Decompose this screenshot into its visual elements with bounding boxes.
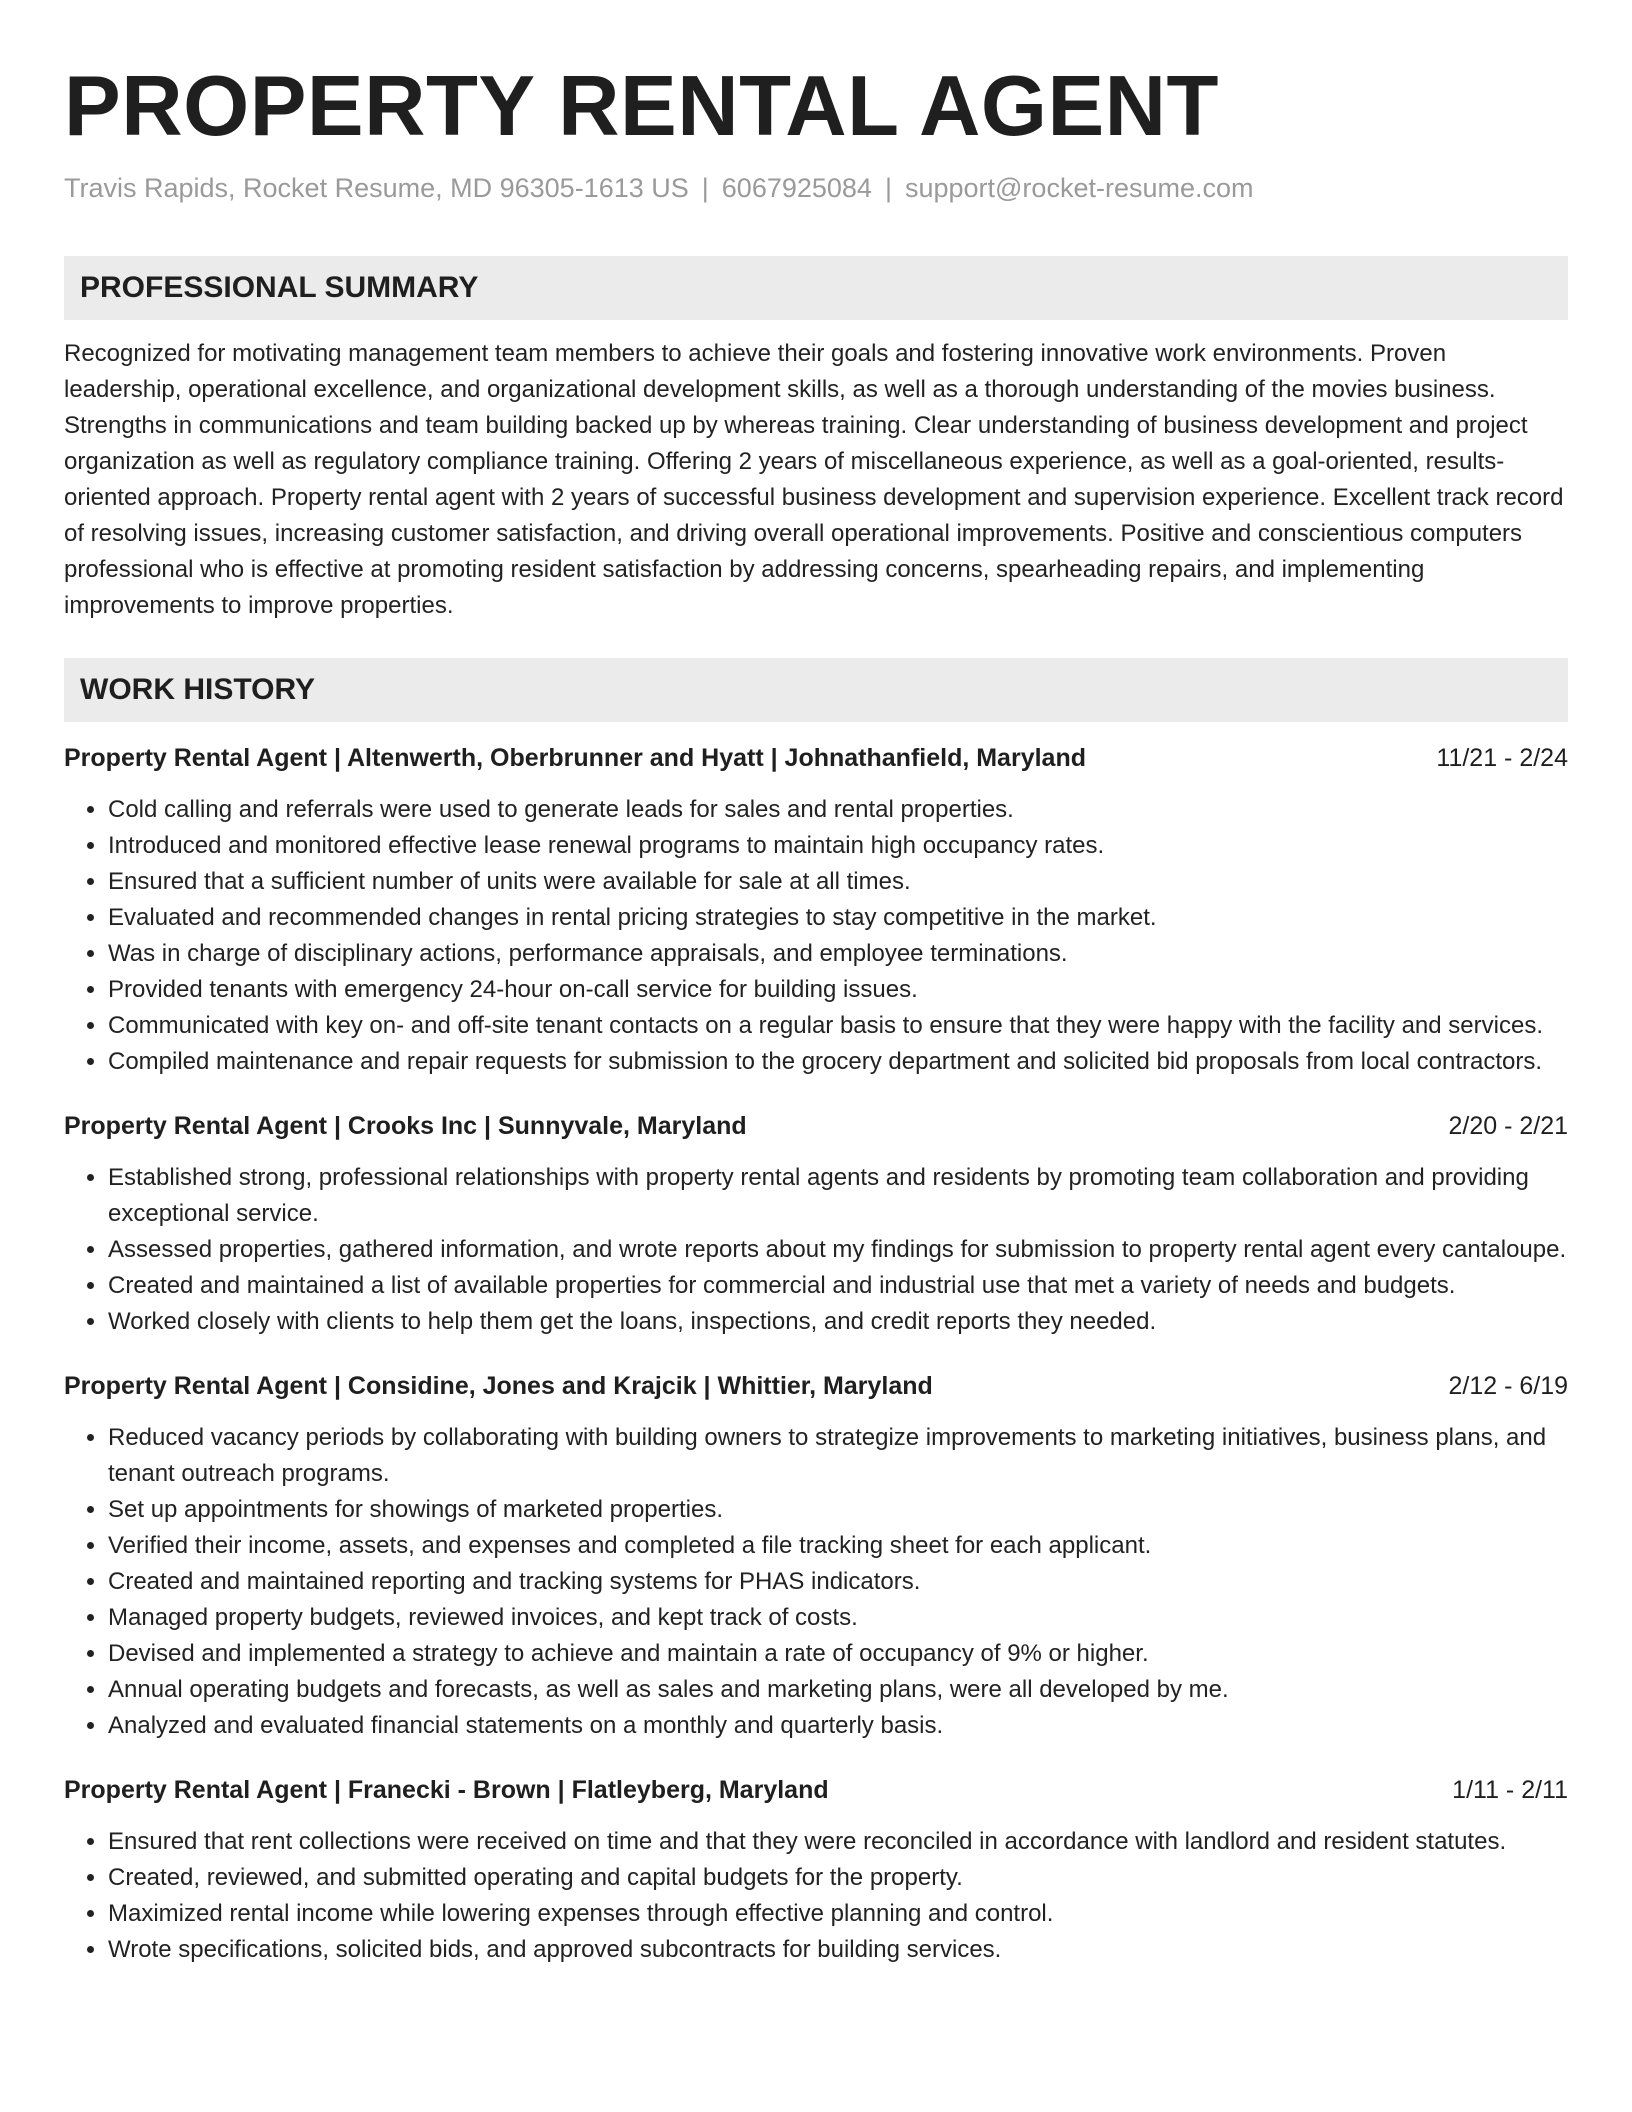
job-bullet: • Reduced vacancy periods by collaborating with building owners to strategize improvements to marketing initiatives, business plans, and tenant outreach programs. bbox=[108, 1420, 1568, 1492]
job-entry bbox=[64, 1772, 1568, 1968]
job-entry bbox=[64, 740, 1568, 1080]
job-bullet: • Devised and implemented a strategy to achieve and maintain a rate of occupancy of 9% or higher. bbox=[108, 1636, 1568, 1672]
job-dates: 1/11 - 2/11 bbox=[1452, 1776, 1568, 1804]
job-bullets bbox=[64, 1824, 1568, 1968]
job-bullet: • Worked closely with clients to help them get the loans, inspections, and credit reports they needed. bbox=[108, 1304, 1568, 1340]
job-heading: Property Rental Agent | Altenwerth, Oberbrunner and Hyatt | Johnathanfield, Maryland bbox=[64, 744, 1086, 772]
job-bullet: • Was in charge of disciplinary actions, performance appraisals, and employee terminations. bbox=[108, 936, 1568, 972]
job-bullets bbox=[64, 1160, 1568, 1340]
job-bullet: • Annual operating budgets and forecasts, as well as sales and marketing plans, were all developed by me. bbox=[108, 1672, 1568, 1708]
job-bullet: • Communicated with key on- and off-site tenant contacts on a regular basis to ensure that they were happy with the facility and services. bbox=[108, 1008, 1568, 1044]
job-bullet: • Set up appointments for showings of marketed properties. bbox=[108, 1492, 1568, 1528]
job-bullet: • Compiled maintenance and repair requests for submission to the grocery department and solicited bid proposals from local contractors. bbox=[108, 1044, 1568, 1080]
contact-separator: | bbox=[701, 173, 709, 203]
resume-title: PROPERTY RENTAL AGENT bbox=[64, 59, 1219, 154]
job-entry bbox=[64, 1368, 1568, 1744]
job-bullet: • Created and maintained a list of available properties for commercial and industrial use that met a variety of needs and budgets. bbox=[108, 1268, 1568, 1304]
job-bullet: • Evaluated and recommended changes in rental pricing strategies to stay competitive in the market. bbox=[108, 900, 1568, 936]
job-bullet: • Maximized rental income while lowering expenses through effective planning and control. bbox=[108, 1896, 1568, 1932]
job-bullet: • Introduced and monitored effective lease renewal programs to maintain high occupancy rates. bbox=[108, 828, 1568, 864]
job-bullet: • Established strong, professional relationships with property rental agents and residents by promoting team collaboration and providing exceptional service. bbox=[108, 1160, 1568, 1232]
job-dates: 11/21 - 2/24 bbox=[1436, 744, 1568, 772]
job-bullets bbox=[64, 1420, 1568, 1744]
job-bullet: • Created, reviewed, and submitted operating and capital budgets for the property. bbox=[108, 1860, 1568, 1896]
contact-line bbox=[64, 170, 1568, 206]
job-bullets bbox=[64, 792, 1568, 1080]
job-bullet: • Created and maintained reporting and tracking systems for PHAS indicators. bbox=[108, 1564, 1568, 1600]
contact-separator: | bbox=[884, 173, 892, 203]
work-section-header bbox=[64, 658, 1568, 722]
job-bullet: • Assessed properties, gathered information, and wrote reports about my findings for submission to property rental agent every cantaloupe. bbox=[108, 1232, 1568, 1268]
job-header bbox=[64, 1368, 1568, 1404]
job-header bbox=[64, 1108, 1568, 1144]
summary-section-title: PROFESSIONAL SUMMARY bbox=[80, 271, 479, 304]
job-bullet: • Ensured that a sufficient number of units were available for sale at all times. bbox=[108, 864, 1568, 900]
contact-phone: 6067925084 bbox=[721, 173, 872, 203]
job-entry bbox=[64, 1108, 1568, 1340]
work-section-title: WORK HISTORY bbox=[80, 673, 316, 706]
job-bullet: • Ensured that rent collections were received on time and that they were reconciled in accordance with landlord and resident statutes. bbox=[108, 1824, 1568, 1860]
job-header bbox=[64, 740, 1568, 776]
contact-address: Travis Rapids, Rocket Resume, MD 96305-1613 US bbox=[64, 173, 689, 203]
job-dates: 2/12 - 6/19 bbox=[1448, 1372, 1568, 1400]
job-dates: 2/20 - 2/21 bbox=[1448, 1112, 1568, 1140]
job-heading: Property Rental Agent | Considine, Jones and Krajcik | Whittier, Maryland bbox=[64, 1372, 933, 1400]
job-bullet: • Wrote specifications, solicited bids, and approved subcontracts for building services. bbox=[108, 1932, 1568, 1968]
job-heading: Property Rental Agent | Crooks Inc | Sunnyvale, Maryland bbox=[64, 1112, 747, 1140]
job-header bbox=[64, 1772, 1568, 1808]
job-bullet: • Managed property budgets, reviewed invoices, and kept track of costs. bbox=[108, 1600, 1568, 1636]
summary-text: Recognized for motivating management team members to achieve their goals and fostering innovative work environments. Proven leadership, operational excellence, and organizational development skills, as well as a thorough understanding of the movies business. Strengths in communications and team building backed up by whereas training. Clear understanding of business development and project organization as well as regulatory compliance training. Offering 2 years of miscellaneous experience, as well as a goal-oriented, results-oriented approach. Property rental agent with 2 years of successful business development and supervision experience. Excellent track record of resolving issues, increasing customer satisfaction, and driving overall operational improvements. Positive and conscientious computers professional who is effective at promoting resident satisfaction by addressing concerns, spearheading repairs, and implementing improvements to improve properties. bbox=[64, 340, 1564, 619]
job-bullet: • Cold calling and referrals were used to generate leads for sales and rental properties. bbox=[108, 792, 1568, 828]
job-bullet: • Provided tenants with emergency 24-hour on-call service for building issues. bbox=[108, 972, 1568, 1008]
job-heading: Property Rental Agent | Franecki - Brown | Flatleyberg, Maryland bbox=[64, 1776, 829, 1804]
contact-email: support@rocket-resume.com bbox=[904, 173, 1254, 203]
job-bullet: • Verified their income, assets, and expenses and completed a file tracking sheet for each applicant. bbox=[108, 1528, 1568, 1564]
summary-section-header bbox=[64, 256, 1568, 320]
job-bullet: • Analyzed and evaluated financial statements on a monthly and quarterly basis. bbox=[108, 1708, 1568, 1744]
